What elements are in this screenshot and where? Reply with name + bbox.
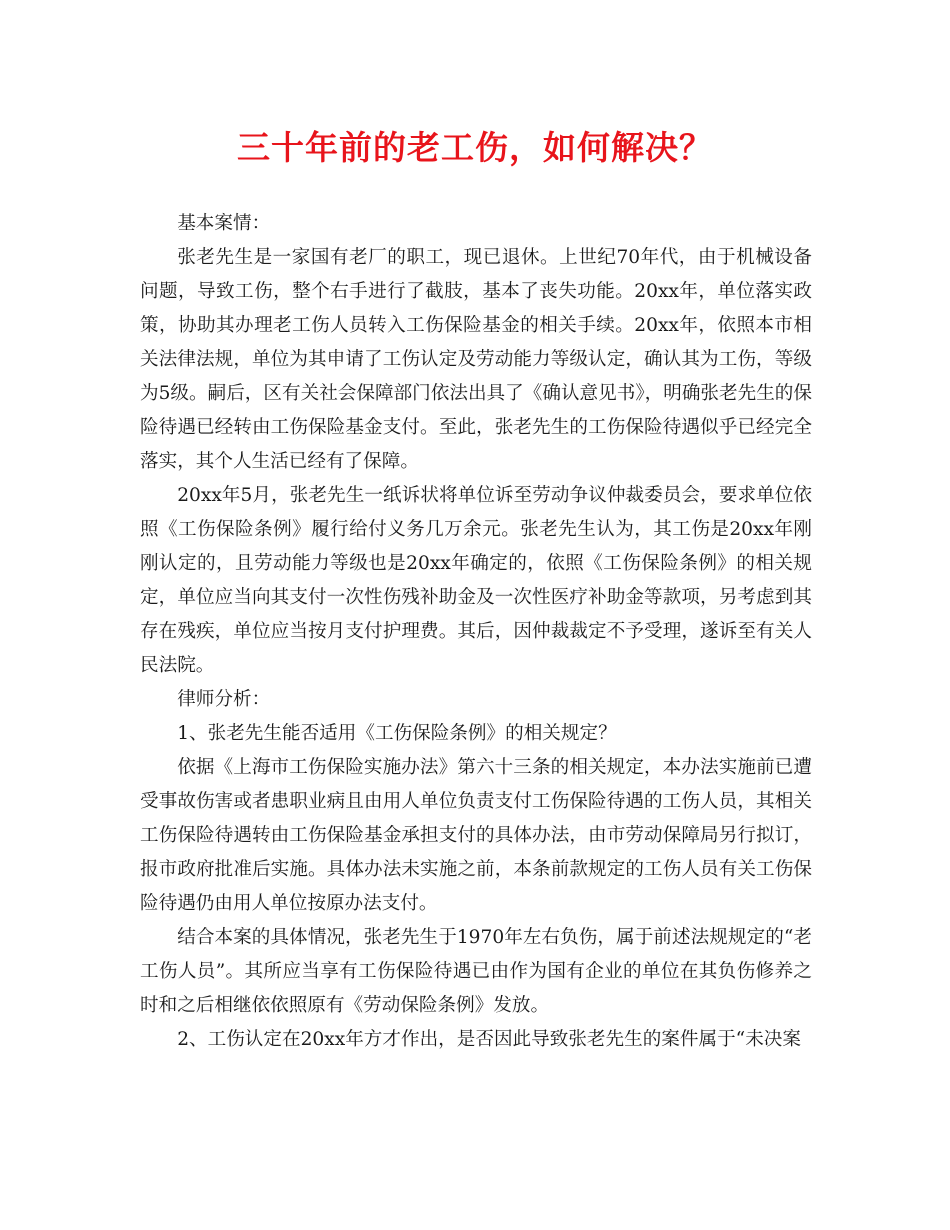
paragraph-conclusion: 结合本案的具体情况，张老先生于1970年左右负伤，属于前述法规规定的“老工伤人员”。其所应当享有工伤保险待遇已由作为国有企业的单位在其负伤修养之时和之后相继依依照原有《劳动保险条例》发放。 — [140, 927, 812, 1016]
document-body — [140, 207, 812, 1057]
section-heading-analysis: 律师分析： — [177, 689, 271, 710]
question-1: 1、张老先生能否适用《工伤保险条例》的相关规定？ — [177, 723, 617, 744]
question-2: 2、工伤认定在20xx年方才作出，是否因此导致张老先生的案件属于“未决案 — [177, 1029, 801, 1050]
section-heading-case: 基本案情： — [177, 213, 271, 234]
document-title: 三十年前的老工伤，如何解决？ — [237, 128, 713, 167]
paragraph-regulation: 依据《上海市工伤保险实施办法》第六十三条的相关规定，本办法实施前已遭受事故伤害或者患职业病且由用人单位负责支付工伤保险待遇的工伤人员，其相关工伤保险待遇转由工伤保险基金承担支付的具体办法，由市劳动保障局另行拟订，报市政府批准后实施。具体办法未实施之前，本条前款规定的工伤人员有关工伤保险待遇仍由用人单位按原办法支付。 — [140, 757, 812, 914]
paragraph-case-background: 张老先生是一家国有老厂的职工，现已退休。上世纪70年代，由于机械设备问题，导致工伤，整个右手进行了截肢，基本了丧失功能。20xx年，单位落实政策，协助其办理老工伤人员转入工伤保险基金的相关手续。20xx年，依照本市相关法律法规，单位为其申请了工伤认定及劳动能力等级认定，确认其为工伤，等级为5级。嗣后，区有关社会保障部门依法出具了《确认意见书》，明确张老先生的保险待遇已经转由工伤保险基金支付。至此，张老先生的工伤保险待遇似乎已经完全落实，其个人生活已经有了保障。 — [140, 247, 812, 472]
paragraph-lawsuit: 20xx年5月，张老先生一纸诉状将单位诉至劳动争议仲裁委员会，要求单位依照《工伤保险条例》履行给付义务几万余元。张老先生认为，其工伤是20xx年刚刚认定的，且劳动能力等级也是20xx年确定的，依照《工伤保险条例》的相关规定，单位应当向其支付一次性伤残补助金及一次性医疗补助金等款项，另考虑到其存在残疾，单位应当按月支付护理费。其后，因仲裁裁定不予受理，遂诉至有关人民法院。 — [140, 485, 812, 676]
